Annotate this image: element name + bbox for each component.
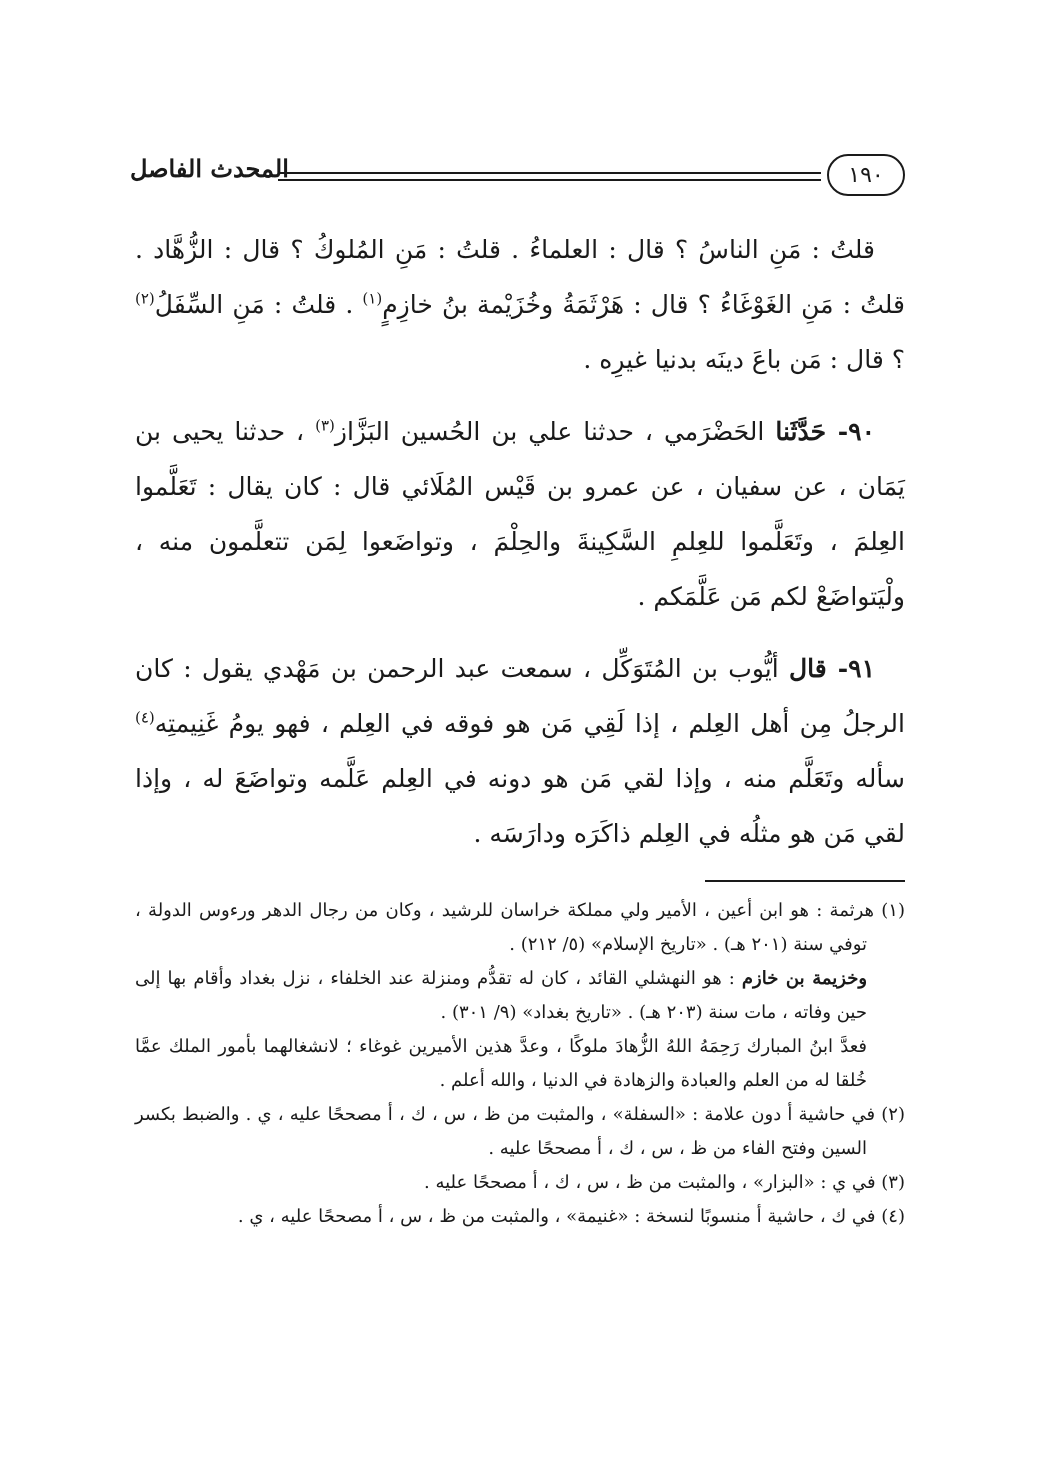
- paragraph-text: سأله وتَعَلَّم منه ، وإذا لقي مَن هو دونه في العِلم عَلَّمه وتواضَعَ له ، وإذا لقي مَن هو مثلُه في العِلم ذاكَرَه ودارَسَه .: [135, 764, 905, 848]
- footnote-ref-1: (١): [362, 289, 383, 308]
- paragraph-90: [135, 404, 905, 624]
- footnote-ref-3: (٣): [315, 416, 335, 435]
- paragraph-91: [135, 641, 905, 861]
- book-title: المحدث الفاصل: [130, 154, 289, 183]
- paragraph-text: ؟ قال : مَن باعَ دينَه بدنيا غيرِه .: [583, 345, 905, 374]
- footnote-bold-term: وخزيمة بن خازم: [741, 968, 868, 989]
- paragraph-text: قلتُ : مَنِ الناسُ ؟ قال : العلماءُ . قلتُ : مَنِ المُلوكُ ؟ قال : الزُّهَّاد . قلتُ : مَنِ الغَوْغَاءُ ؟ قال : هَرْثَمَةُ وخُزَيْمة بنُ خازِمٍ: [135, 235, 905, 319]
- footnote-2: (٢) في حاشية أ دون علامة : «السفلة» ، والمثبت من ظ ، س ، ك ، أ مصححًا عليه ، ي . والضبط بكسر السين وفتح الفاء من ظ ، س ، ك ، أ مصححًا عليه .: [135, 1104, 905, 1159]
- footnotes: [135, 894, 905, 1234]
- footnote-ref-2: (٢): [135, 289, 155, 308]
- footnote-separator: [705, 880, 905, 882]
- footnote-text: : هو النهشلي القائد ، كان له تقدُّم ومنزلة عند الخلفاء ، نزل بغداد وأقام بها إلى حين وفاته ، مات سنة (٢٠٣ هـ) . «تاريخ بغداد» (٩/ ٣٠١) .: [135, 968, 867, 1023]
- footnote-ref-4: (٤): [135, 708, 155, 727]
- footnote-1: (١) هرثمة : هو ابن أعين ، الأمير ولي مملكة خراسان للرشيد ، وكان من رجال الدهر ورءوس الدولة ، توفي سنة (٢٠١ هـ) . «تاريخ الإسلام» (٥/ ٢١٢) .: [135, 900, 905, 955]
- footnote-1-note: فعدَّ ابنُ المبارك رَحِمَهُ اللهُ الزُّهادَ ملوكًا ، وعدَّ هذين الأميرين غوغاء ؛ لانشغالهما بأمور الملك عمَّا خُلقا له من العلم والعبادة والزهادة في الدنيا ، والله أعلم .: [135, 1036, 867, 1091]
- page-header: [130, 150, 905, 206]
- main-text: [135, 222, 905, 878]
- paragraph-1: [135, 222, 905, 387]
- footnote-4: (٤) في ك ، حاشية أ منسوبًا لنسخة : «غنيمة» ، والمثبت من ظ ، س ، أ مصححًا عليه ، ي .: [237, 1206, 905, 1227]
- paragraph-text: الحَضْرَمي ، حدثنا علي بن الحُسين البَزَّاز: [334, 417, 776, 446]
- paragraph-text: أيُّوب بن المُتَوَكِّل ، سمعت عبد الرحمن بن مَهْدي يقول : كان الرجلُ مِن أهل العِلم ، إذا لَقِي مَن هو فوقه في العِلم ، فهو يومُ غَنِيمتِه: [135, 654, 905, 738]
- page-number: ١٩٠: [827, 154, 905, 196]
- footnote-1-continued: [135, 962, 905, 1030]
- hadith-number-91: ٩١- قال: [788, 654, 875, 683]
- hadith-number-90: ٩٠- حَدَّثَنا: [775, 417, 875, 446]
- header-double-rule: [278, 172, 821, 181]
- paragraph-text: ، حدثنا يحيى بن يَمَان ، عن سفيان ، عن عمرو بن قَيْس المُلَائي قال : كان يقال : تَعَلَّموا العِلمَ ، وتَعَلَّموا للعِلمِ السَّكِينةَ والحِلْمَ ، وتواضَعوا لِمَن تتعلَّمون منه ، ولْيَتواضَعْ لكم مَن عَلَّمَكم .: [135, 417, 905, 611]
- footnote-3: (٣) في ي : «البزار» ، والمثبت من ظ ، س ، ك ، أ مصححًا عليه .: [424, 1172, 905, 1193]
- paragraph-text: . قلتُ : مَنِ السِّفَلُ: [154, 290, 363, 319]
